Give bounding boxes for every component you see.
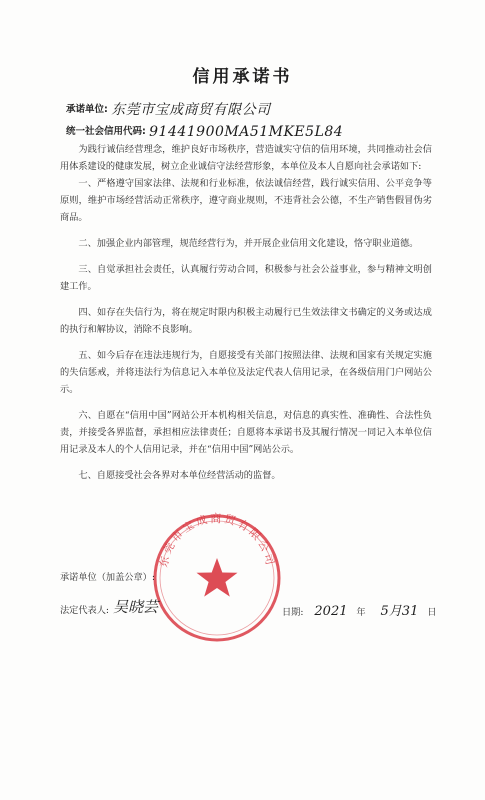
seal-line	[60, 569, 155, 583]
clause-2: 二、加强企业内部管理，规范经营行为，并开展企业信用文化建设，恪守职业道德。	[78, 238, 419, 249]
credit-code-label: 统一社会信用代码:	[66, 126, 146, 137]
unit-line	[66, 99, 271, 119]
clause-6: 六、自愿在“信用中国”网站公开本机构相关信息，对信息的真实性、准确性、合法性负责，并接受各界监督，承担相应法律责任；自愿将本承诺书及其履行情况一同记入本单位信用记录及本人的个人信用记录，并在“信用中国”网站公示。	[60, 410, 432, 455]
legal-rep-signature: 吴晓芸	[113, 598, 159, 616]
credit-code-value-handwritten: 91441900MA51MKE5L84	[149, 124, 344, 140]
clause-7: 七、自愿接受社会各界对本单位经营活动的监督。	[78, 470, 281, 481]
official-seal-stamp	[147, 508, 287, 648]
year-char: 年	[356, 607, 366, 618]
intro-paragraph: 为践行诚信经营理念，维护良好市场秩序，营造诚实守信的信用环境，共同推动社会信用体系建设的健康发展，树立企业诚信守法经营形象，本单位及本人自愿向社会承诺如下:	[60, 144, 432, 172]
legal-rep-label: 法定代表人:	[60, 605, 110, 616]
date-year: 2021	[314, 604, 348, 619]
day-char: 日	[427, 607, 437, 618]
date-month-day: 5月31	[380, 604, 419, 619]
seal-label: 承诺单位（加盖公章）:	[60, 572, 155, 583]
clause-4: 四、如存在失信行为，将在规定时限内积极主动履行已生效法律文书确定的义务或达成的执行和解协议，消除不良影响。	[60, 307, 432, 335]
document-title: 信用承诺书	[192, 67, 293, 87]
credit-code-line	[66, 123, 343, 140]
legal-rep-line	[60, 602, 109, 616]
clause-1: 一、严格遵守国家法律、法规和行业标准，依法诚信经营，践行诚实信用、公平竞争等原则，维护市场经营活动正常秩序，遵守商业规则，不违背社会公德，不生产销售假冒伪劣商品。	[60, 178, 432, 223]
commitment-body	[60, 141, 432, 484]
date-line	[282, 600, 436, 619]
date-label: 日期:	[282, 607, 304, 618]
unit-value-handwritten: 东莞市宝成商贸有限公司	[111, 102, 271, 118]
clause-3: 三、自觉承担社会责任，认真履行劳动合同，积极参与社会公益事业，参与精神文明创建工作。	[60, 264, 432, 292]
seal-star-icon	[197, 558, 238, 597]
clause-5: 五、如今后存在违法违规行为，自愿接受有关部门按照法律、法规和国家有关规定实施的失信惩戒，并将违法行为信息记入本单位及法定代表人信用记录，在各级信用门户网站公示。	[60, 350, 432, 395]
unit-label: 承诺单位:	[66, 104, 108, 115]
seal-text: 东莞市宝成商贸有限公司	[156, 512, 278, 569]
